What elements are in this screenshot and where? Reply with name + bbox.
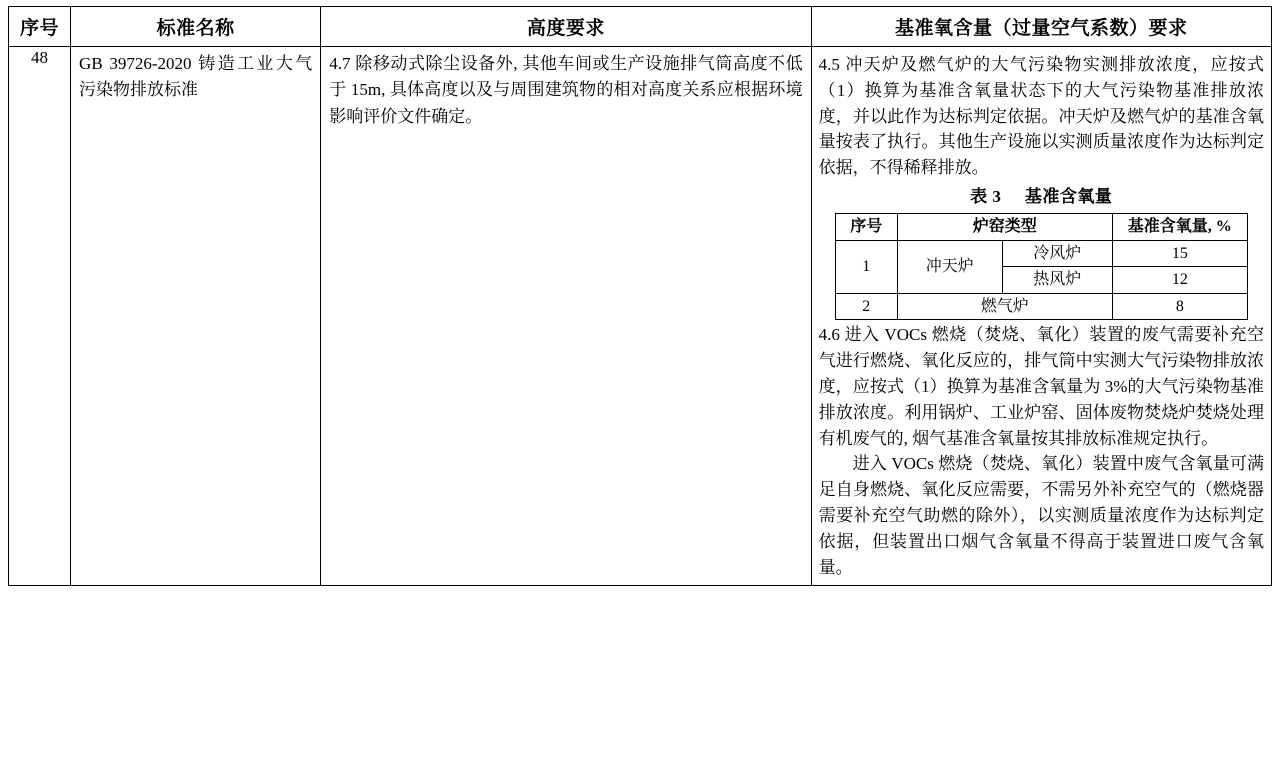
inner-cell-seq: 2 (835, 293, 897, 320)
inner-table-header (835, 213, 1247, 240)
paragraph-4-6: 4.6 进入 VOCs 燃烧（焚烧、氧化）装置的废气需要补充空气进行燃烧、氧化反应的，排气筒中实测大气污染物排放浓度，应按式（1）换算为基准含氧量为 3%的大气污染物基准排放浓度。利用锅炉、工业炉窑、固体废物焚烧炉焚烧处理有机废气的, 烟气基准含氧量按其排放标准规定执行。 (818, 325, 1264, 448)
inner-cell-type-main: 燃气炉 (897, 293, 1112, 320)
cell-seq: 48 (9, 47, 71, 586)
table-body (9, 47, 1272, 586)
inner-table-title-text: 基准含氧量 (1024, 187, 1113, 207)
inner-column-header-oxygen-value: 基准含氧量, % (1112, 213, 1247, 240)
table-header-row (9, 7, 1272, 47)
table-header (9, 7, 1272, 47)
cell-standard-name: GB 39726-2020 铸造工业大气污染物排放标准 (71, 47, 321, 586)
inner-cell-type-sub: 冷风炉 (1002, 240, 1112, 267)
column-header-seq: 序号 (9, 7, 71, 47)
cell-oxygen-requirement (811, 47, 1271, 586)
inner-table-block (819, 184, 1264, 320)
inner-cell-type-main: 冲天炉 (897, 240, 1002, 293)
column-header-standard-name: 标准名称 (71, 7, 321, 47)
inner-cell-seq: 1 (835, 240, 897, 293)
paragraph-4-5: 4.5 冲天炉及燃气炉的大气污染物实测排放浓度，应按式（1）换算为基准含氧量状态下的大气污染物基准排放浓度，并以此作为达标判定依据。冲天炉及燃气炉的基准含氧量按表了执行。其他生产设施以实测质量浓度作为达标判定依据，不得稀释排放。 (818, 55, 1264, 178)
oxygen-reference-table (835, 213, 1248, 320)
inner-cell-value: 8 (1112, 293, 1247, 320)
standards-table (8, 6, 1272, 586)
inner-table-title-label: 表 3 (970, 187, 1002, 207)
inner-table-row (835, 240, 1247, 267)
inner-cell-value: 15 (1112, 240, 1247, 267)
cell-height-requirement: 4.7 除移动式除尘设备外, 其他车间或生产设施排气筒高度不低于 15m, 具体高度以及与周围建筑物的相对高度关系应根据环境影响评价文件确定。 (321, 47, 811, 586)
inner-cell-value: 12 (1112, 267, 1247, 294)
column-header-height-requirement: 高度要求 (321, 7, 811, 47)
inner-table-body (835, 240, 1247, 320)
paragraph-4-6-continued: 进入 VOCs 燃烧（焚烧、氧化）装置中废气含氧量可满足自身燃烧、氧化反应需要，不需另外补充空气的（燃烧器需要补充空气助燃的除外），以实测质量浓度作为达标判定依据，但装置出口烟气含氧量不得高于装置进口废气含氧量。 (818, 454, 1264, 577)
column-header-oxygen-requirement: 基准氧含量（过量空气系数）要求 (811, 7, 1271, 47)
inner-cell-type-sub: 热风炉 (1002, 267, 1112, 294)
inner-column-header-seq: 序号 (835, 213, 897, 240)
inner-column-header-furnace-type: 炉窑类型 (897, 213, 1112, 240)
table-row (9, 47, 1272, 586)
inner-table-title (819, 184, 1264, 210)
inner-table-row (835, 293, 1247, 320)
inner-table-header-row (835, 213, 1247, 240)
